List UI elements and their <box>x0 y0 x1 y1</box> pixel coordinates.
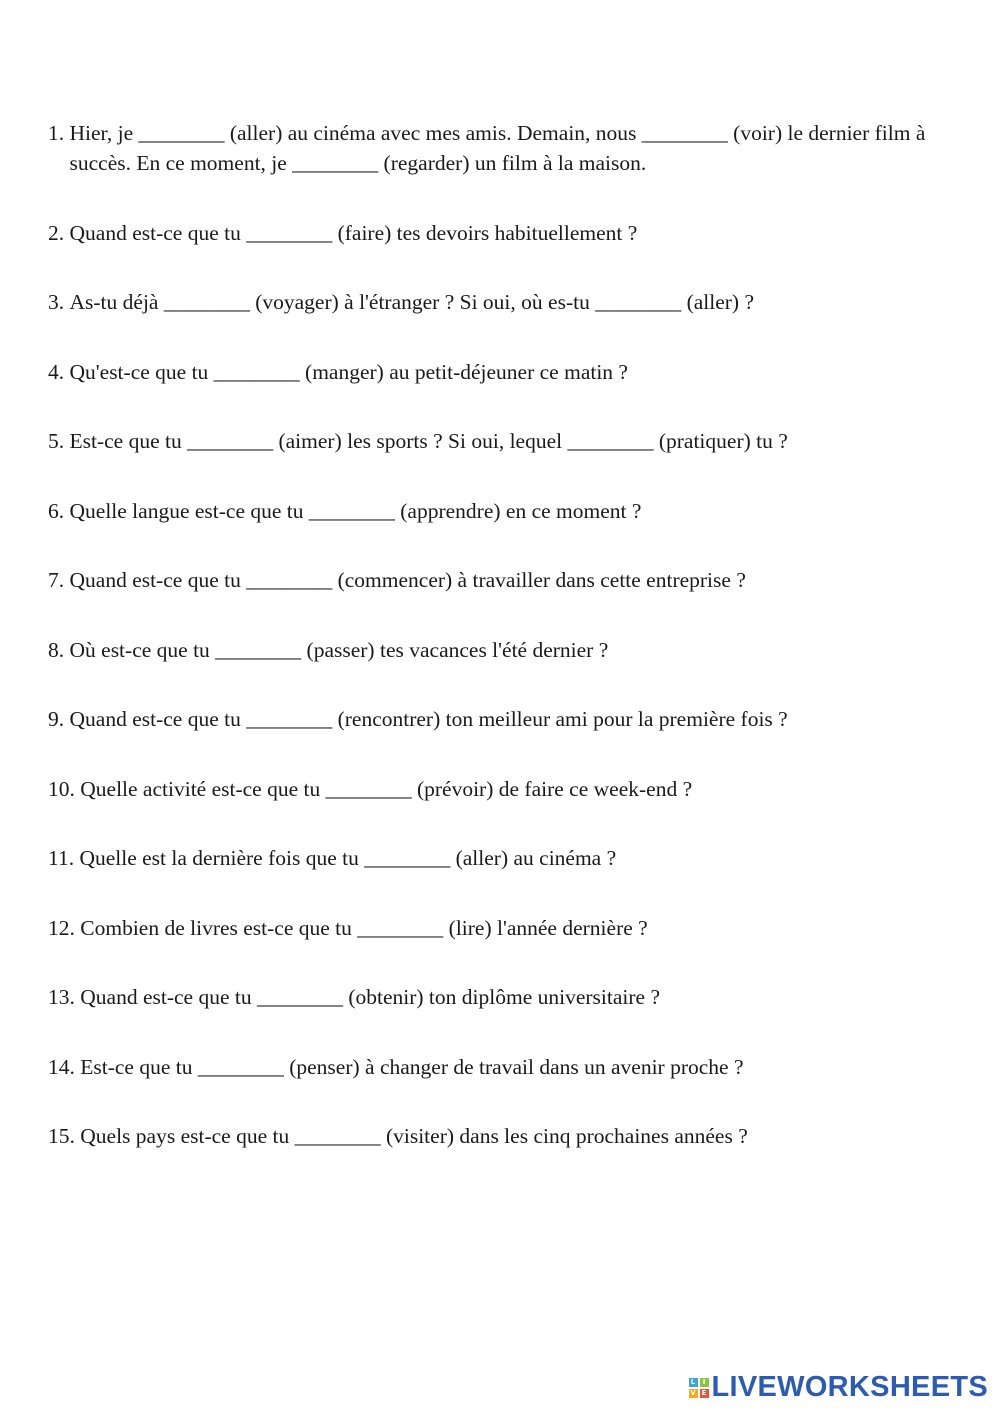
question-item <box>48 287 958 317</box>
worksheet-question-list <box>48 118 958 1151</box>
question-item <box>48 218 958 248</box>
question-text: Quelle langue est-ce que tu ________ (apprendre) en ce moment ? <box>69 498 642 523</box>
question-item <box>48 982 958 1012</box>
question-text: Hier, je ________ (aller) au cinéma avec mes amis. Demain, nous ________ (voir) le dernier film à succès. En ce moment, je ________ (regarder) un film à la maison. <box>69 121 926 175</box>
question-item <box>48 843 958 873</box>
question-item <box>48 635 958 665</box>
question-number: 10. <box>48 776 81 801</box>
logo-grid-cell: L <box>689 1378 698 1387</box>
question-item <box>48 565 958 595</box>
question-text: Qu'est-ce que tu ________ (manger) au petit-déjeuner ce matin ? <box>69 359 628 384</box>
question-number: 1. <box>48 121 70 145</box>
question-item <box>48 118 958 178</box>
question-text: Quand est-ce que tu ________ (rencontrer) ton meilleur ami pour la première fois ? <box>69 707 788 731</box>
liveworksheets-logo <box>689 1371 989 1404</box>
question-item <box>48 704 958 734</box>
question-number: 7. <box>48 568 70 592</box>
question-text: Quand est-ce que tu ________ (obtenir) ton diplôme universitaire ? <box>80 985 660 1009</box>
logo-text: LIVEWORKSHEETS <box>711 1371 988 1403</box>
question-text: Est-ce que tu ________ (aimer) les sports ? Si oui, lequel ________ (pratiquer) tu ? <box>69 429 788 453</box>
question-item <box>48 1052 958 1082</box>
question-number: 14. <box>48 1054 81 1079</box>
question-number: 9. <box>48 707 70 731</box>
question-number: 12. <box>48 915 81 940</box>
question-item <box>48 1121 958 1151</box>
question-text: Est-ce que tu ________ (penser) à changer de travail dans un avenir proche ? <box>80 1054 744 1079</box>
question-text: Quelle est la dernière fois que tu ________ (aller) au cinéma ? <box>79 846 617 870</box>
question-number: 3. <box>48 290 70 314</box>
question-number: 4. <box>48 359 70 384</box>
logo-grid-icon <box>689 1378 709 1398</box>
logo-grid-cell: I <box>700 1378 709 1387</box>
question-number: 15. <box>48 1124 81 1148</box>
logo-grid-cell: E <box>700 1389 709 1398</box>
logo-grid-cell: V <box>690 1388 696 1397</box>
question-number: 13. <box>48 985 81 1009</box>
question-number: 5. <box>48 429 70 453</box>
question-item <box>48 357 958 387</box>
question-text: Quels pays est-ce que tu ________ (visiter) dans les cinq prochaines années ? <box>80 1124 748 1148</box>
question-item <box>48 913 958 943</box>
question-text: Quand est-ce que tu ________ (faire) tes devoirs habituellement ? <box>69 220 638 245</box>
question-item <box>48 496 958 526</box>
question-text: Quelle activité est-ce que tu ________ (prévoir) de faire ce week-end ? <box>80 776 693 801</box>
question-number: 11. <box>48 846 80 870</box>
question-text: Quand est-ce que tu ________ (commencer) à travailler dans cette entreprise ? <box>69 568 746 592</box>
question-item <box>48 426 958 456</box>
question-text: Combien de livres est-ce que tu ________ (lire) l'année dernière ? <box>80 915 648 940</box>
question-text: Où est-ce que tu ________ (passer) tes vacances l'été dernier ? <box>69 637 609 662</box>
question-number: 8. <box>48 637 70 662</box>
question-number: 2. <box>48 220 70 245</box>
question-text: As-tu déjà ________ (voyager) à l'étranger ? Si oui, où es-tu ________ (aller) ? <box>69 290 755 314</box>
question-item <box>48 774 958 804</box>
question-number: 6. <box>48 498 70 523</box>
